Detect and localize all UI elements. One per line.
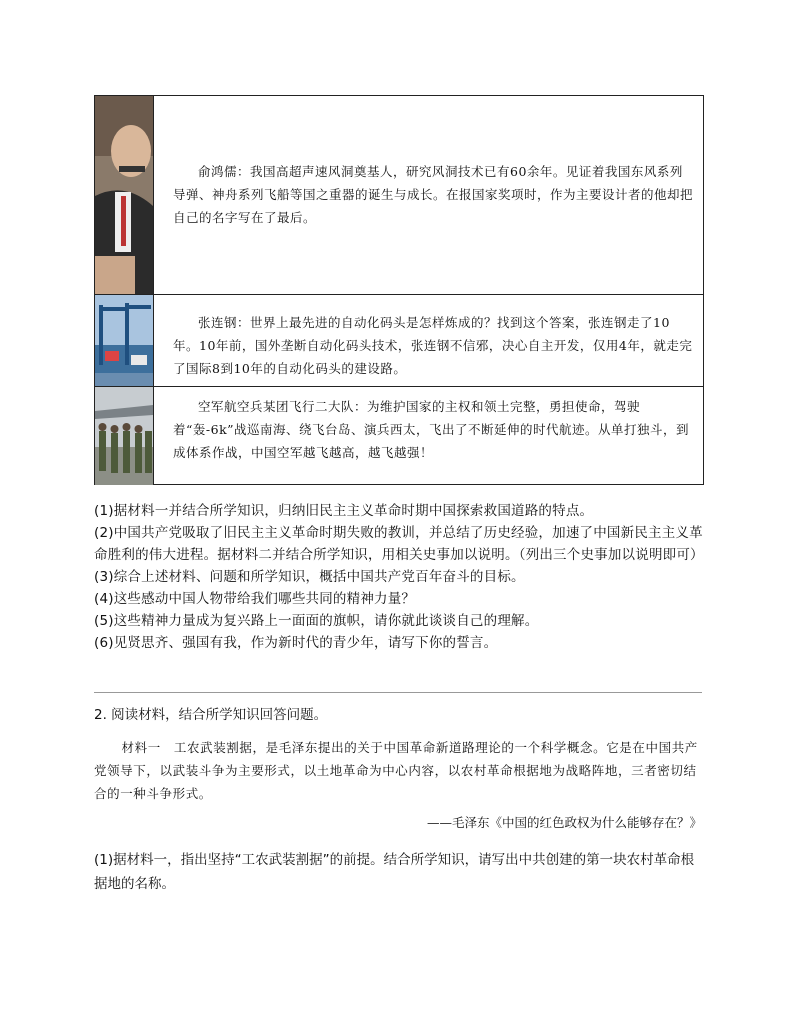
question-2-1-text: (1)据材料一，指出坚持“工农武装割据”的前提。结合所学知识，请写出中共创建的第一块农村革命根据地的名称。 bbox=[94, 852, 695, 892]
question-4: (4)这些感动中国人物带给我们哪些共同的精神力量？ bbox=[94, 591, 416, 607]
material-one bbox=[94, 736, 704, 805]
aircrew-photo bbox=[95, 387, 154, 485]
question-1: (1)据材料一并结合所学知识，归纳旧民主主义革命时期中国探索救国道路的特点。 bbox=[94, 503, 594, 519]
portrait-photo bbox=[95, 96, 154, 294]
material-table bbox=[94, 95, 704, 485]
question-2-1 bbox=[94, 848, 706, 896]
question-6: (6)见贤思齐、强国有我，作为新时代的青少年，请写下你的誓言。 bbox=[94, 635, 498, 651]
port-cranes-photo bbox=[95, 295, 154, 387]
row-text: 俞鸿儒：我国高超声速风洞奠基人，研究风洞技术已有60余年。见证着我国东风系列导弹、神舟系列飞船等国之重器的诞生与成长。在报国家奖项时，作为主要设计者的他却把自己的名字写在了最后。 bbox=[173, 164, 694, 225]
row-text: 张连钢：世界上最先进的自动化码头是怎样炼成的？找到这个答案，张连钢走了10年。10年前，国外垄断自动化码头技术，张连钢不信邪，决心自主开发，仅用4年，就走完了国际8到10年的自动化码头的建设路。 bbox=[173, 315, 693, 376]
material-text: 材料一 工农武装割据，是毛泽东提出的关于中国革命新道路理论的一个科学概念。它是在中国共产党领导下，以武装斗争为主要形式，以土地革命为中心内容，以农村革命根据地为战略阵地，三者密切结合的一种斗争形式。 bbox=[94, 740, 698, 801]
row-text: 空军航空兵某团飞行二大队：为维护国家的主权和领土完整，勇担使命，驾驶着“轰-6k”战巡南海、绕飞台岛、演兵西太，飞出了不断延伸的时代航迹。从单打独斗，到成体系作战，中国空军越飞越高，越飞越强！ bbox=[173, 399, 690, 460]
table-row bbox=[95, 386, 703, 485]
question-5: (5)这些精神力量成为复兴路上一面面的旗帜，请你就此谈谈自己的理解。 bbox=[94, 613, 539, 629]
table-row bbox=[95, 294, 703, 387]
question-2-title: 2. 阅读材料，结合所学知识回答问题。 bbox=[94, 707, 328, 723]
divider bbox=[94, 692, 702, 693]
material-source: ——毛泽东《中国的红色政权为什么能够存在？》 bbox=[426, 815, 702, 830]
question-2: (2)中国共产党吸取了旧民主主义革命时期失败的教训，并总结了历史经验，加速了中国新民主主义革命胜利的伟大进程。据材料二并结合所学知识，用相关史事加以说明。（列出三个史事加以说明即可） bbox=[94, 525, 704, 563]
question-3: (3)综合上述材料、问题和所学知识，概括中国共产党百年奋斗的目标。 bbox=[94, 569, 525, 585]
question-list bbox=[94, 500, 709, 654]
table-row bbox=[95, 96, 703, 294]
